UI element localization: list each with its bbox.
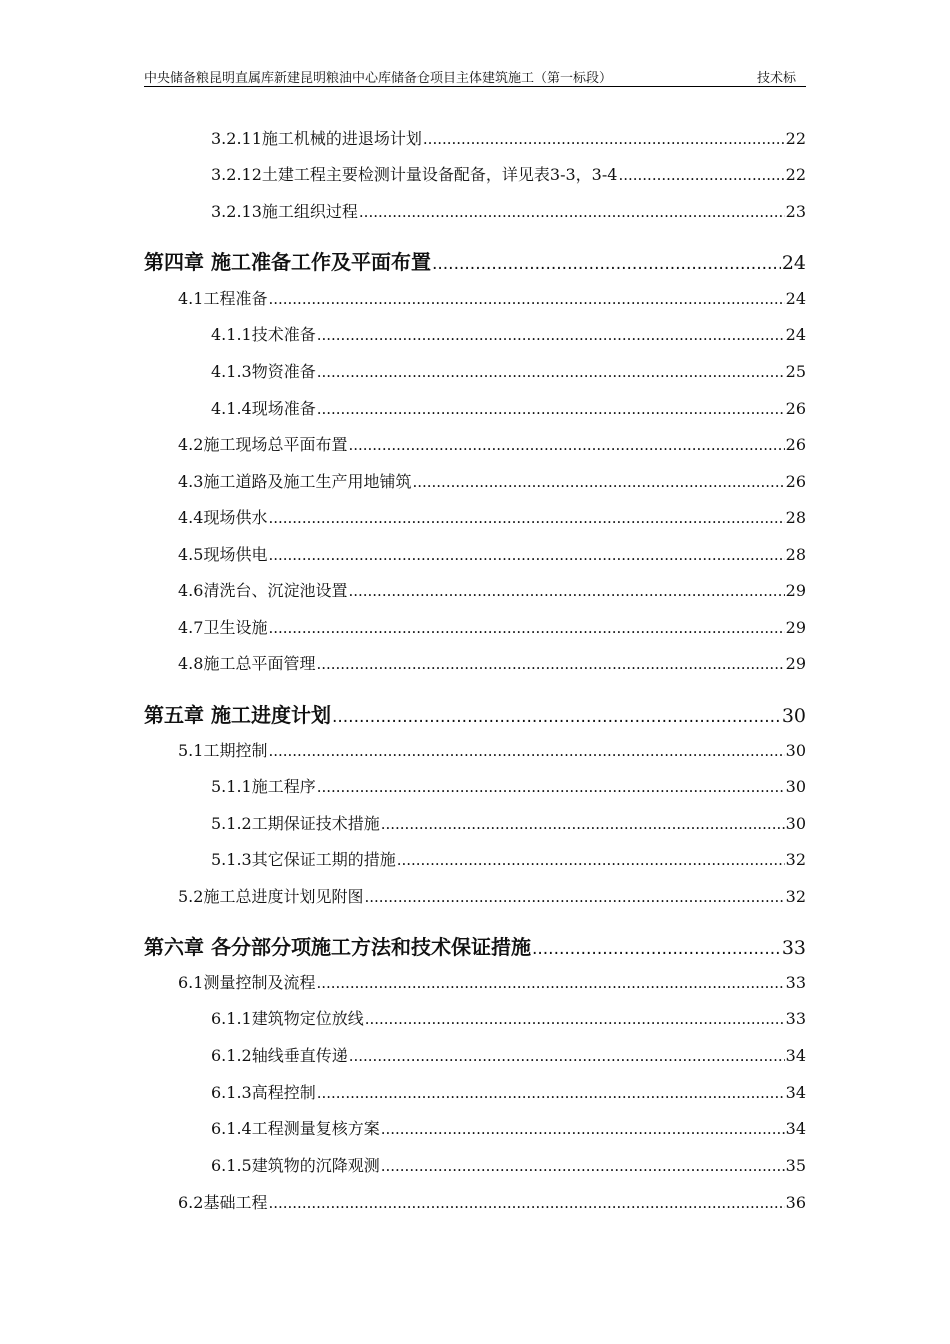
toc-entry-label: 4.2施工现场总平面布置 (178, 435, 348, 454)
toc-page-number: 25 (785, 362, 806, 381)
toc-entry-label: 4.1.3物资准备 (211, 362, 316, 381)
toc-page-number: 22 (785, 129, 806, 148)
toc-page-number: 23 (785, 202, 806, 221)
toc-dot-leader (397, 851, 785, 869)
toc-entry-label: 6.1.2轴线垂直传递 (211, 1046, 348, 1065)
toc-entry-label: 4.1.1技术准备 (211, 325, 316, 344)
toc-dot-leader (268, 1194, 784, 1212)
toc-dot-leader (268, 546, 784, 564)
toc-entry-label: 第六章 各分部分项施工方法和技术保证措施 (144, 935, 531, 959)
toc-dot-leader (348, 436, 784, 454)
toc-page-number: 28 (785, 545, 806, 564)
toc-entry-label: 6.1.3高程控制 (211, 1083, 316, 1102)
toc-chapter-entry[interactable] (144, 246, 806, 274)
page-header (144, 66, 806, 87)
toc-page-number: 30 (785, 777, 806, 796)
toc-dot-leader (268, 619, 784, 637)
toc-entry-label: 3.2.12土建工程主要检测计量设备配备，详见表3-3，3-4 (211, 165, 618, 184)
toc-entry[interactable] (211, 1080, 806, 1104)
toc-dot-leader (618, 166, 784, 184)
toc-page-number: 30 (785, 741, 806, 760)
toc-entry[interactable] (178, 1190, 806, 1214)
toc-page-number: 30 (781, 705, 806, 727)
toc-entry[interactable] (178, 884, 806, 908)
toc-entry[interactable] (211, 1043, 806, 1067)
toc-page-number: 28 (785, 508, 806, 527)
toc-dot-leader (316, 974, 784, 992)
toc-page-number: 32 (785, 850, 806, 869)
toc-entry-label: 5.1工期控制 (178, 741, 268, 760)
toc-entry-label: 6.1.1建筑物定位放线 (211, 1009, 364, 1028)
toc-page-number: 26 (785, 472, 806, 491)
toc-dot-leader (332, 707, 781, 727)
toc-dot-leader (316, 655, 784, 673)
toc-entry[interactable] (211, 811, 806, 835)
toc-page-number: 24 (781, 252, 806, 274)
toc-entry[interactable] (211, 1006, 806, 1030)
toc-dot-leader (348, 582, 784, 600)
toc-page-number: 33 (785, 973, 806, 992)
toc-entry-label: 6.1.4工程测量复核方案 (211, 1119, 380, 1138)
toc-entry[interactable] (211, 847, 806, 871)
toc-entry[interactable] (178, 651, 806, 675)
toc-entry-label: 第五章 施工进度计划 (144, 703, 331, 727)
toc-page-number: 34 (785, 1046, 806, 1065)
toc-page-number: 29 (785, 581, 806, 600)
toc-entry[interactable] (178, 542, 806, 566)
toc-entry[interactable] (211, 199, 806, 223)
toc-entry[interactable] (211, 359, 806, 383)
toc-page-number: 34 (785, 1083, 806, 1102)
toc-dot-leader (381, 815, 785, 833)
toc-entry-label: 4.1.4现场准备 (211, 399, 316, 418)
toc-page-number: 22 (785, 165, 806, 184)
toc-entry-label: 5.1.3其它保证工期的措施 (211, 850, 396, 869)
toc-dot-leader (317, 363, 785, 381)
toc-dot-leader (364, 888, 784, 906)
toc-entry[interactable] (178, 970, 806, 994)
toc-dot-leader (268, 509, 784, 527)
toc-page-number: 34 (785, 1119, 806, 1138)
toc-entry-label: 6.1测量控制及流程 (178, 973, 316, 992)
toc-entry-label: 4.3施工道路及施工生产用地铺筑 (178, 472, 412, 491)
toc-entry[interactable] (178, 738, 806, 762)
toc-entry-label: 5.2施工总进度计划见附图 (178, 887, 364, 906)
toc-entry-label: 4.1工程准备 (178, 289, 268, 308)
toc-page-number: 32 (785, 887, 806, 906)
toc-dot-leader (317, 326, 785, 344)
toc-entry[interactable] (211, 162, 806, 186)
toc-entry-label: 5.1.2工期保证技术措施 (211, 814, 380, 833)
toc-dot-leader (423, 130, 785, 148)
toc-page-number: 35 (785, 1156, 806, 1175)
toc-entry[interactable] (178, 469, 806, 493)
toc-page-number: 26 (785, 435, 806, 454)
toc-entry[interactable] (178, 432, 806, 456)
toc-dot-leader (349, 1047, 785, 1065)
toc-page-number: 33 (785, 1009, 806, 1028)
header-tag: 技术标 (756, 71, 796, 86)
toc-entry-label: 6.1.5建筑物的沉降观测 (211, 1156, 380, 1175)
toc-page-number: 29 (785, 654, 806, 673)
toc-entry-label: 3.2.11施工机械的进退场计划 (211, 129, 422, 148)
toc-dot-leader (412, 473, 784, 491)
toc-entry[interactable] (211, 396, 806, 420)
toc-page-number: 30 (785, 814, 806, 833)
toc-entry[interactable] (178, 286, 806, 310)
toc-entry[interactable] (211, 1116, 806, 1140)
toc-dot-leader (268, 742, 784, 760)
toc-page-number: 36 (785, 1193, 806, 1212)
toc-entry[interactable] (178, 615, 806, 639)
toc-page-number: 29 (785, 618, 806, 637)
toc-entry-label: 6.2基础工程 (178, 1193, 268, 1212)
toc-dot-leader (317, 1084, 785, 1102)
toc-dot-leader (365, 1010, 785, 1028)
toc-entry[interactable] (211, 774, 806, 798)
toc-entry-label: 4.7卫生设施 (178, 618, 268, 637)
toc-entry[interactable] (211, 1153, 806, 1177)
toc-entry[interactable] (211, 126, 806, 150)
toc-entry[interactable] (178, 578, 806, 602)
toc-dot-leader (317, 778, 785, 796)
toc-entry-label: 3.2.13施工组织过程 (211, 202, 358, 221)
toc-dot-leader (268, 290, 784, 308)
toc-entry[interactable] (211, 322, 806, 346)
toc-dot-leader (432, 254, 781, 274)
toc-entry-label: 第四章 施工准备工作及平面布置 (144, 250, 431, 274)
toc-dot-leader (532, 939, 781, 959)
toc-dot-leader (317, 400, 785, 418)
toc-entry-label: 4.5现场供电 (178, 545, 268, 564)
toc-entry-label: 4.6清洗台、沉淀池设置 (178, 581, 348, 600)
toc-dot-leader (381, 1120, 785, 1138)
header-title: 中央储备粮昆明直属库新建昆明粮油中心库储备仓项目主体建筑施工（第一标段） (144, 71, 613, 86)
toc-entry-label: 5.1.1施工程序 (211, 777, 316, 796)
toc-page-number: 24 (785, 289, 806, 308)
toc-page-number: 24 (785, 325, 806, 344)
toc-entry-label: 4.4现场供水 (178, 508, 268, 527)
toc-dot-leader (381, 1157, 785, 1175)
toc-page-number: 26 (785, 399, 806, 418)
toc-dot-leader (359, 203, 785, 221)
toc-entry-label: 4.8施工总平面管理 (178, 654, 316, 673)
toc-chapter-entry[interactable] (144, 931, 806, 959)
toc-page-number: 33 (781, 937, 806, 959)
toc-chapter-entry[interactable] (144, 699, 806, 727)
toc-entry[interactable] (178, 505, 806, 529)
